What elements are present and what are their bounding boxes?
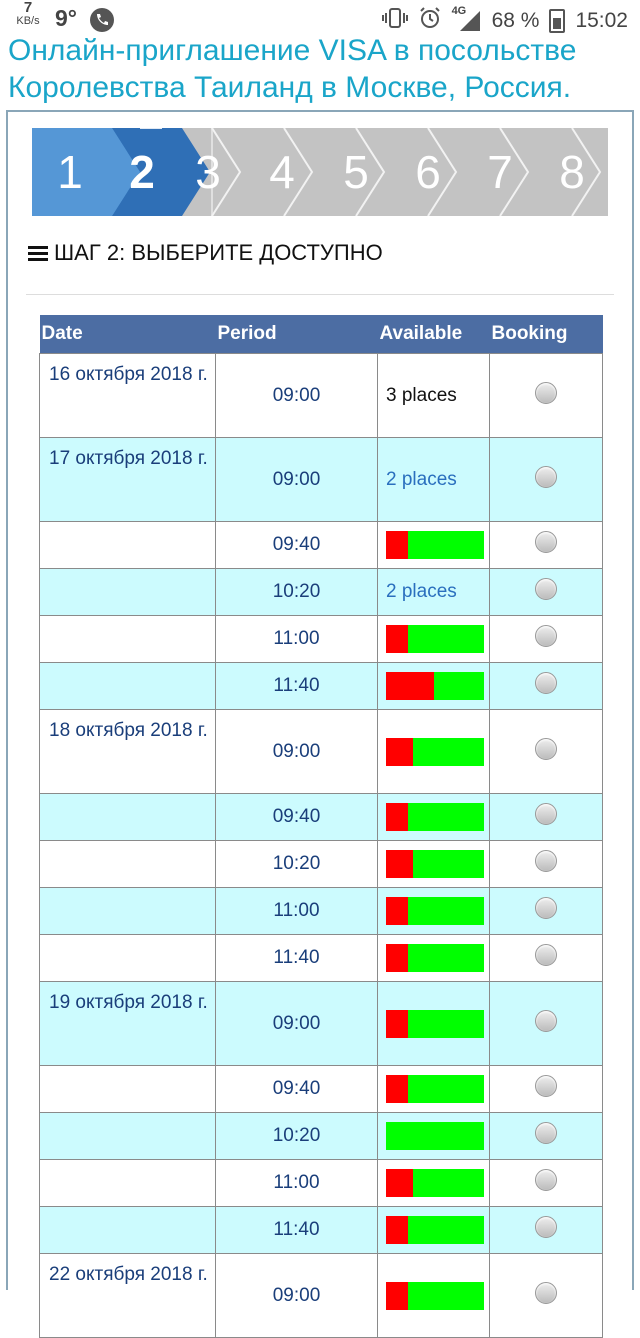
battery-percent: 68 % — [491, 9, 540, 32]
signal-icon — [451, 5, 482, 33]
availability-bar — [386, 1169, 484, 1197]
row-available — [378, 982, 490, 1066]
availability-bar — [386, 738, 484, 766]
row-booking — [490, 1160, 603, 1207]
clock: 15:02 — [575, 9, 628, 32]
row-date — [40, 841, 216, 888]
booking-radio[interactable] — [535, 1282, 557, 1304]
row-date — [40, 569, 216, 616]
row-period: 11:00 — [216, 888, 378, 935]
availability-bar-busy — [386, 1169, 413, 1197]
availability-bar — [386, 1282, 484, 1310]
row-date — [40, 794, 216, 841]
row-available — [378, 1113, 490, 1160]
availability-bar — [386, 1122, 484, 1150]
step-6[interactable]: 6 — [415, 146, 441, 198]
availability-bar — [386, 672, 484, 700]
table-row — [40, 888, 603, 935]
menu-icon — [28, 243, 48, 264]
network-speed-value: 7 — [23, 0, 33, 16]
network-speed — [14, 2, 42, 27]
table-row — [40, 1160, 603, 1207]
table-row — [40, 982, 603, 1066]
row-period: 11:00 — [216, 1160, 378, 1207]
row-booking — [490, 710, 603, 794]
row-date — [40, 1160, 216, 1207]
step-heading-text: ШАГ 2: ВЫБЕРИТЕ ДОСТУПНО — [54, 240, 383, 265]
row-period: 09:00 — [216, 710, 378, 794]
row-booking — [490, 841, 603, 888]
step-3[interactable]: 3 — [195, 146, 221, 198]
availability-bar-busy — [386, 897, 408, 925]
row-available — [378, 1254, 490, 1338]
network-type: 4G — [451, 5, 467, 17]
row-date: 17 октября 2018 г. — [40, 438, 216, 522]
temperature: 9° — [55, 5, 77, 31]
availability-bar — [386, 531, 484, 559]
battery-icon — [549, 9, 565, 33]
col-date: Date — [40, 315, 216, 354]
table-row — [40, 710, 603, 794]
row-available — [378, 616, 490, 663]
table-row — [40, 354, 603, 438]
row-date — [40, 935, 216, 982]
booking-radio[interactable] — [535, 944, 557, 966]
table-row — [40, 841, 603, 888]
page-title: Онлайн-приглашение VISA в посольстве Королевства Таиланд в Москве, Россия. — [8, 34, 577, 104]
booking-radio[interactable] — [535, 1075, 557, 1097]
row-date: 19 октября 2018 г. — [40, 982, 216, 1066]
availability-bar — [386, 625, 484, 653]
row-booking — [490, 982, 603, 1066]
availability-bar-busy — [386, 625, 408, 653]
row-available — [378, 663, 490, 710]
availability-bar — [386, 897, 484, 925]
step-7[interactable]: 7 — [487, 146, 513, 198]
row-available — [378, 710, 490, 794]
row-period: 10:20 — [216, 569, 378, 616]
row-date — [40, 522, 216, 569]
row-period: 10:20 — [216, 841, 378, 888]
available-places: 3 places — [386, 384, 457, 406]
availability-bar — [386, 803, 484, 831]
row-available — [378, 794, 490, 841]
row-available — [378, 522, 490, 569]
table-row — [40, 1254, 603, 1338]
availability-bar-busy — [386, 944, 408, 972]
table-row — [40, 794, 603, 841]
row-date — [40, 616, 216, 663]
row-booking — [490, 1207, 603, 1254]
table-row — [40, 1066, 603, 1113]
table-row — [40, 1113, 603, 1160]
row-booking — [490, 438, 603, 522]
booking-radio[interactable] — [535, 803, 557, 825]
row-booking — [490, 354, 603, 438]
row-period: 11:40 — [216, 935, 378, 982]
availability-bar-busy — [386, 1010, 408, 1038]
phone-call-icon — [90, 8, 114, 32]
step-wizard — [32, 128, 608, 216]
availability-bar — [386, 850, 484, 878]
row-available — [378, 569, 490, 616]
table-row — [40, 438, 603, 522]
table-row — [40, 935, 603, 982]
row-period: 11:00 — [216, 616, 378, 663]
table-row — [40, 569, 603, 616]
booking-radio[interactable] — [535, 897, 557, 919]
row-booking — [490, 794, 603, 841]
step-heading — [28, 240, 383, 266]
booking-radio[interactable] — [535, 850, 557, 872]
row-period: 10:20 — [216, 1113, 378, 1160]
row-available — [378, 1207, 490, 1254]
availability-bar — [386, 944, 484, 972]
row-available — [378, 438, 490, 522]
row-booking — [490, 616, 603, 663]
booking-radio[interactable] — [535, 1122, 557, 1144]
availability-bar — [386, 1075, 484, 1103]
booking-radio[interactable] — [535, 531, 557, 553]
row-period: 09:40 — [216, 794, 378, 841]
row-booking — [490, 569, 603, 616]
booking-radio[interactable] — [535, 738, 557, 760]
row-period: 09:00 — [216, 982, 378, 1066]
row-period: 09:00 — [216, 1254, 378, 1338]
row-available — [378, 841, 490, 888]
table-row — [40, 1207, 603, 1254]
row-booking — [490, 522, 603, 569]
booking-radio[interactable] — [535, 1169, 557, 1191]
row-date — [40, 888, 216, 935]
vibrate-icon — [382, 7, 408, 35]
row-available — [378, 354, 490, 438]
availability-bar-busy — [386, 1216, 408, 1244]
step-4[interactable]: 4 — [269, 146, 295, 198]
row-date — [40, 1066, 216, 1113]
row-period: 11:40 — [216, 1207, 378, 1254]
step-8[interactable]: 8 — [559, 146, 585, 198]
row-available — [378, 1160, 490, 1207]
available-places: 2 places — [386, 581, 457, 602]
booking-radio[interactable] — [535, 625, 557, 647]
booking-radio[interactable] — [535, 672, 557, 694]
divider — [26, 294, 614, 295]
booking-radio[interactable] — [535, 466, 557, 488]
availability-bar — [386, 1010, 484, 1038]
row-date: 18 октября 2018 г. — [40, 710, 216, 794]
col-period: Period — [216, 315, 378, 354]
row-period: 09:00 — [216, 354, 378, 438]
availability-bar-busy — [386, 1075, 408, 1103]
booking-radio[interactable] — [535, 1216, 557, 1238]
table-row — [40, 616, 603, 663]
table-row — [40, 522, 603, 569]
row-period: 11:40 — [216, 663, 378, 710]
col-booking: Booking — [490, 315, 603, 354]
status-bar — [0, 0, 640, 36]
available-places: 2 places — [386, 468, 457, 490]
row-booking — [490, 1066, 603, 1113]
row-available — [378, 935, 490, 982]
booking-radio[interactable] — [535, 382, 557, 404]
table-body — [40, 354, 603, 1338]
row-date — [40, 1207, 216, 1254]
availability-table — [39, 315, 603, 1338]
row-available — [378, 888, 490, 935]
availability-bar-busy — [386, 850, 413, 878]
row-booking — [490, 935, 603, 982]
row-booking — [490, 1113, 603, 1160]
booking-radio[interactable] — [535, 578, 557, 600]
table-header — [40, 315, 603, 354]
row-date — [40, 663, 216, 710]
row-available — [378, 1066, 490, 1113]
step-2[interactable]: 2 — [129, 146, 155, 198]
col-available: Available — [378, 315, 490, 354]
row-date: 22 октября 2018 г. — [40, 1254, 216, 1338]
row-booking — [490, 663, 603, 710]
availability-bar-busy — [386, 803, 408, 831]
network-speed-unit: KB/s — [16, 15, 40, 27]
availability-bar-busy — [386, 531, 408, 559]
row-booking — [490, 888, 603, 935]
row-period: 09:40 — [216, 522, 378, 569]
row-period: 09:40 — [216, 1066, 378, 1113]
availability-bar-busy — [386, 672, 434, 700]
row-booking — [490, 1254, 603, 1338]
row-date — [40, 1113, 216, 1160]
step-5[interactable]: 5 — [343, 146, 369, 198]
availability-bar — [386, 1216, 484, 1244]
step-1[interactable]: 1 — [57, 146, 83, 198]
row-date: 16 октября 2018 г. — [40, 354, 216, 438]
table-row — [40, 663, 603, 710]
row-period: 09:00 — [216, 438, 378, 522]
availability-bar-busy — [386, 1282, 408, 1310]
booking-radio[interactable] — [535, 1010, 557, 1032]
availability-bar-busy — [386, 738, 413, 766]
